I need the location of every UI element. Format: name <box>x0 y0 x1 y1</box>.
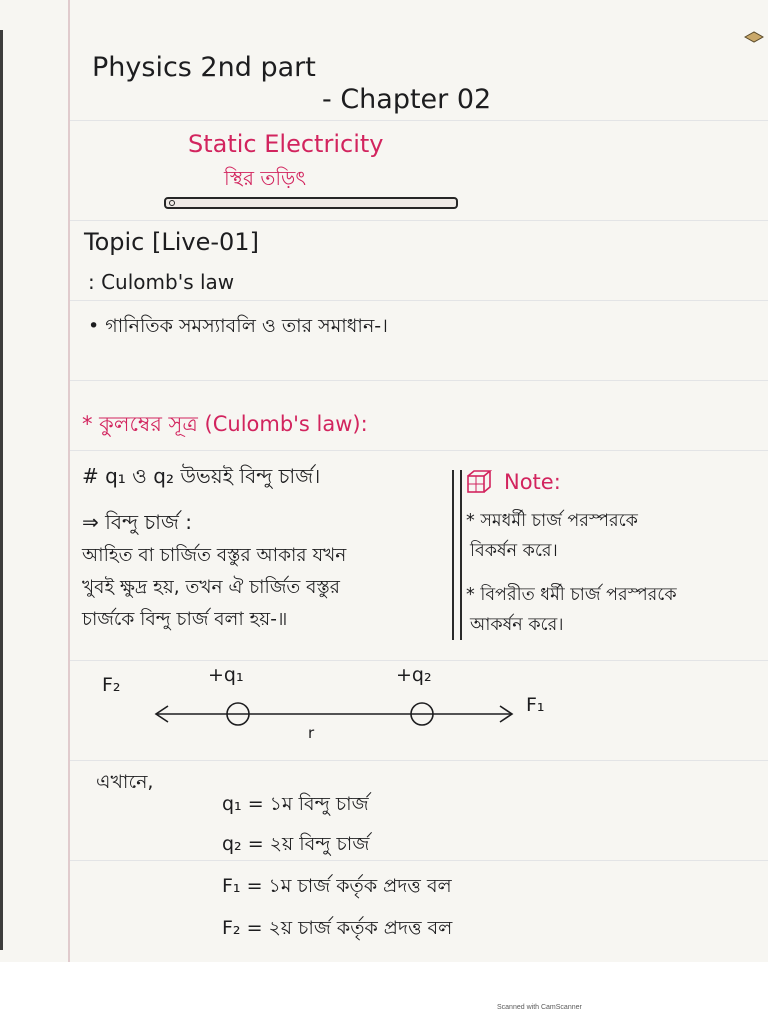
page-edge <box>0 30 3 950</box>
force-diagram <box>100 660 560 750</box>
note-title: Note: <box>504 470 561 494</box>
note-divider <box>452 470 462 640</box>
paragraph-line: আহিত বা চার্জিত বস্তুর আকার যখন <box>82 545 347 566</box>
ruled-line <box>70 220 768 221</box>
note-line: * সমধর্মী চার্জ পরস্পরকে <box>466 511 638 531</box>
margin-line <box>68 0 70 962</box>
subtitle-english: Static Electricity <box>188 130 384 158</box>
definition-row: F₁ = ১ম চার্জ কর্তৃক প্রদত্ত বল <box>222 875 452 897</box>
note-body <box>466 506 677 640</box>
ruled-line <box>70 300 768 301</box>
force-f2-label: F₂ <box>102 674 121 696</box>
scanner-watermark: Scanned with CamScanner <box>497 1004 582 1011</box>
definitions-heading: এখানে, <box>96 771 154 793</box>
point-charge-statement: # q₁ ও q₂ উভয়ই বিন্দু চার্জ। <box>82 464 321 488</box>
point-charge-heading: ⇒ বিন্দু চার্জ : <box>82 510 192 534</box>
scanner-footer <box>0 962 768 1024</box>
paragraph-line: চার্জকে বিন্দু চার্জ বলা হয়-॥ <box>82 609 288 630</box>
ruled-line <box>70 860 768 861</box>
ruled-line <box>70 760 768 761</box>
coulomb-diagram <box>100 660 560 750</box>
paragraph-line: খুবই ক্ষুদ্র হয়, তখন ঐ চার্জিত বস্তুর <box>82 577 340 598</box>
title-underline <box>164 197 458 209</box>
topic-bullet: • গানিতিক সমস্যাবলি ও তার সমাধান-। <box>88 315 388 337</box>
corner-mark-icon <box>744 30 764 44</box>
topic-bullet: : Culomb's law <box>88 270 235 294</box>
subtitle-bangla: স্থির তড়িৎ <box>224 166 307 190</box>
definition-row: q₂ = ২য় বিন্দু চার্জ <box>222 833 370 855</box>
ruled-line <box>70 380 768 381</box>
definition-row: q₁ = ১ম বিন্দু চার্জ <box>222 793 369 815</box>
definition-paragraph <box>82 540 346 636</box>
chapter-label: - Chapter 02 <box>322 84 492 115</box>
note-line: * বিপরীত ধর্মী চার্জ পরস্পরকে <box>466 585 677 605</box>
force-f1-label: F₁ <box>526 694 545 716</box>
section-heading: * কুলম্বের সূত্র (Culomb's law): <box>82 412 368 436</box>
note-line: আকর্ষন করে। <box>470 615 564 635</box>
definition-row: F₂ = ২য় চার্জ কর্তৃক প্রদত্ত বল <box>222 917 453 939</box>
note-line: বিকর্ষন করে। <box>470 541 558 561</box>
note-box-icon <box>466 470 492 494</box>
ruled-line <box>70 450 768 451</box>
ruled-line <box>70 120 768 121</box>
charge-q2-label: +q₂ <box>396 664 432 686</box>
charge-q1-label: +q₁ <box>208 664 244 686</box>
page-title: Physics 2nd part <box>92 52 316 83</box>
distance-label: r <box>308 724 315 742</box>
topic-label: Topic [Live-01] <box>84 228 259 256</box>
